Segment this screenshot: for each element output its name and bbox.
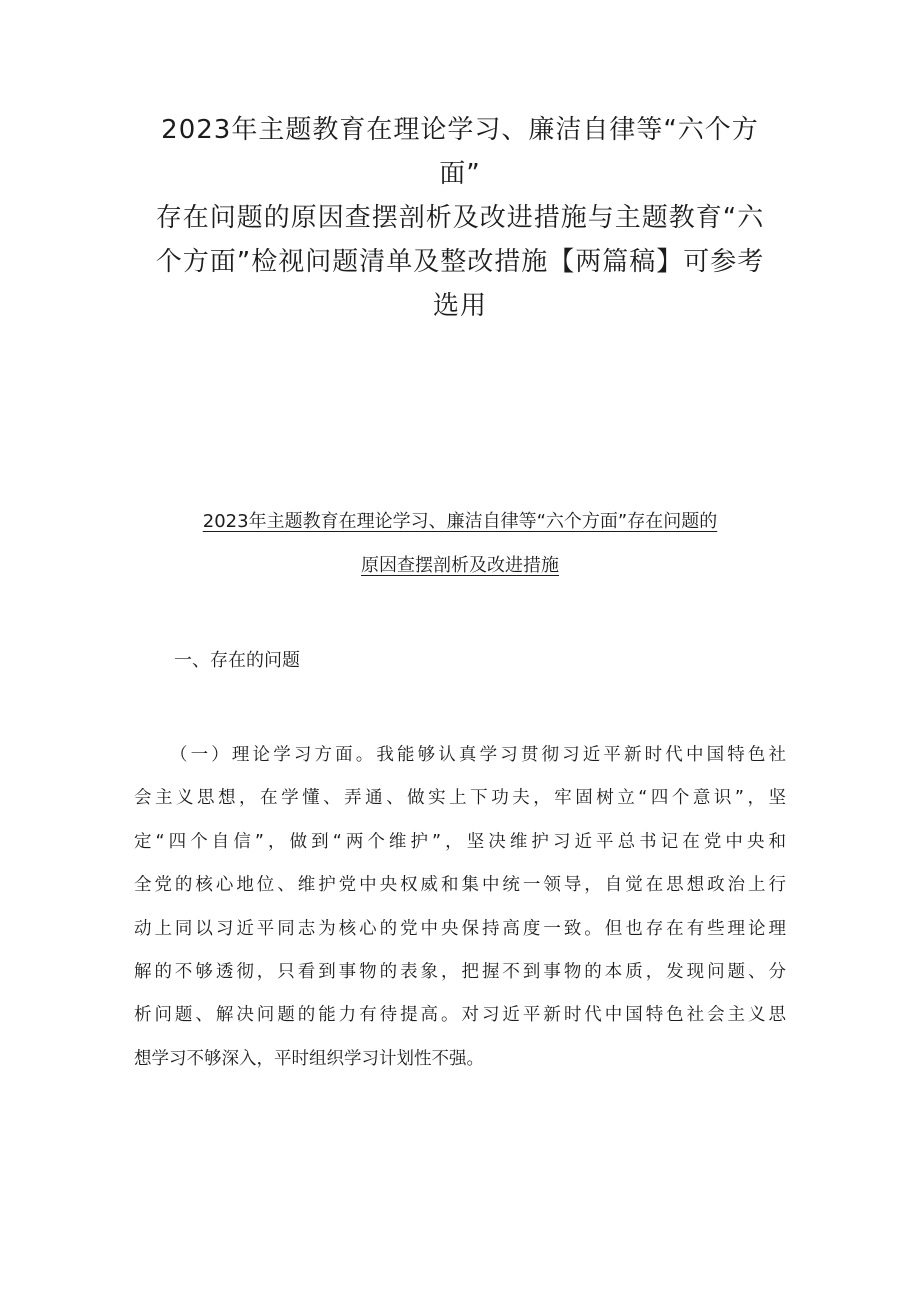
paragraph-line: 解的不够透彻，只看到事物的表象，把握不到事物的本质，发现问题、分 bbox=[134, 962, 786, 983]
subtitle-text: 2023年主题教育在理论学习、廉洁自律等“六个方面”存在问题的 bbox=[202, 511, 718, 532]
subtitle-line bbox=[110, 500, 810, 544]
paragraph-line: 想学习不够深入，平时组织学习计划性不强。 bbox=[134, 1048, 484, 1069]
document-subtitle bbox=[110, 500, 810, 588]
body-paragraph bbox=[134, 734, 786, 1081]
main-title-line: 面” bbox=[439, 159, 481, 189]
paragraph-line: 析问题、解决问题的能力有待提高。对习近平新时代中国特色社会主义思 bbox=[134, 1005, 786, 1026]
main-title-line: 2023年主题教育在理论学习、廉洁自律等“六个方 bbox=[161, 115, 759, 145]
paragraph-line: （一）理论学习方面。我能够认真学习贯彻习近平新时代中国特色社 bbox=[170, 745, 786, 765]
main-title-line: 存在问题的原因查摆剖析及改进措施与主题教育“六 bbox=[155, 203, 765, 233]
section-heading: 一、存在的问题 bbox=[174, 650, 300, 671]
main-title-line: 选用 bbox=[432, 291, 487, 321]
paragraph-line: 动上同以习近平同志为核心的党中央保持高度一致。但也存在有些理论理 bbox=[134, 918, 786, 939]
main-title-line: 个方面”检视问题清单及整改措施【两篇稿】可参考 bbox=[155, 247, 765, 277]
paragraph-line: 会主义思想，在学懂、弄通、做实上下功夫，牢固树立“四个意识”，坚 bbox=[134, 788, 786, 809]
subtitle-line bbox=[110, 544, 810, 588]
paragraph-line: 定“四个自信”，做到“两个维护”，坚决维护习近平总书记在党中央和 bbox=[134, 831, 786, 852]
subtitle-text: 原因查摆剖析及改进措施 bbox=[361, 555, 559, 576]
document-main-title bbox=[120, 108, 800, 328]
paragraph-line: 全党的核心地位、维护党中央权威和集中统一领导，自觉在思想政治上行 bbox=[134, 875, 786, 896]
